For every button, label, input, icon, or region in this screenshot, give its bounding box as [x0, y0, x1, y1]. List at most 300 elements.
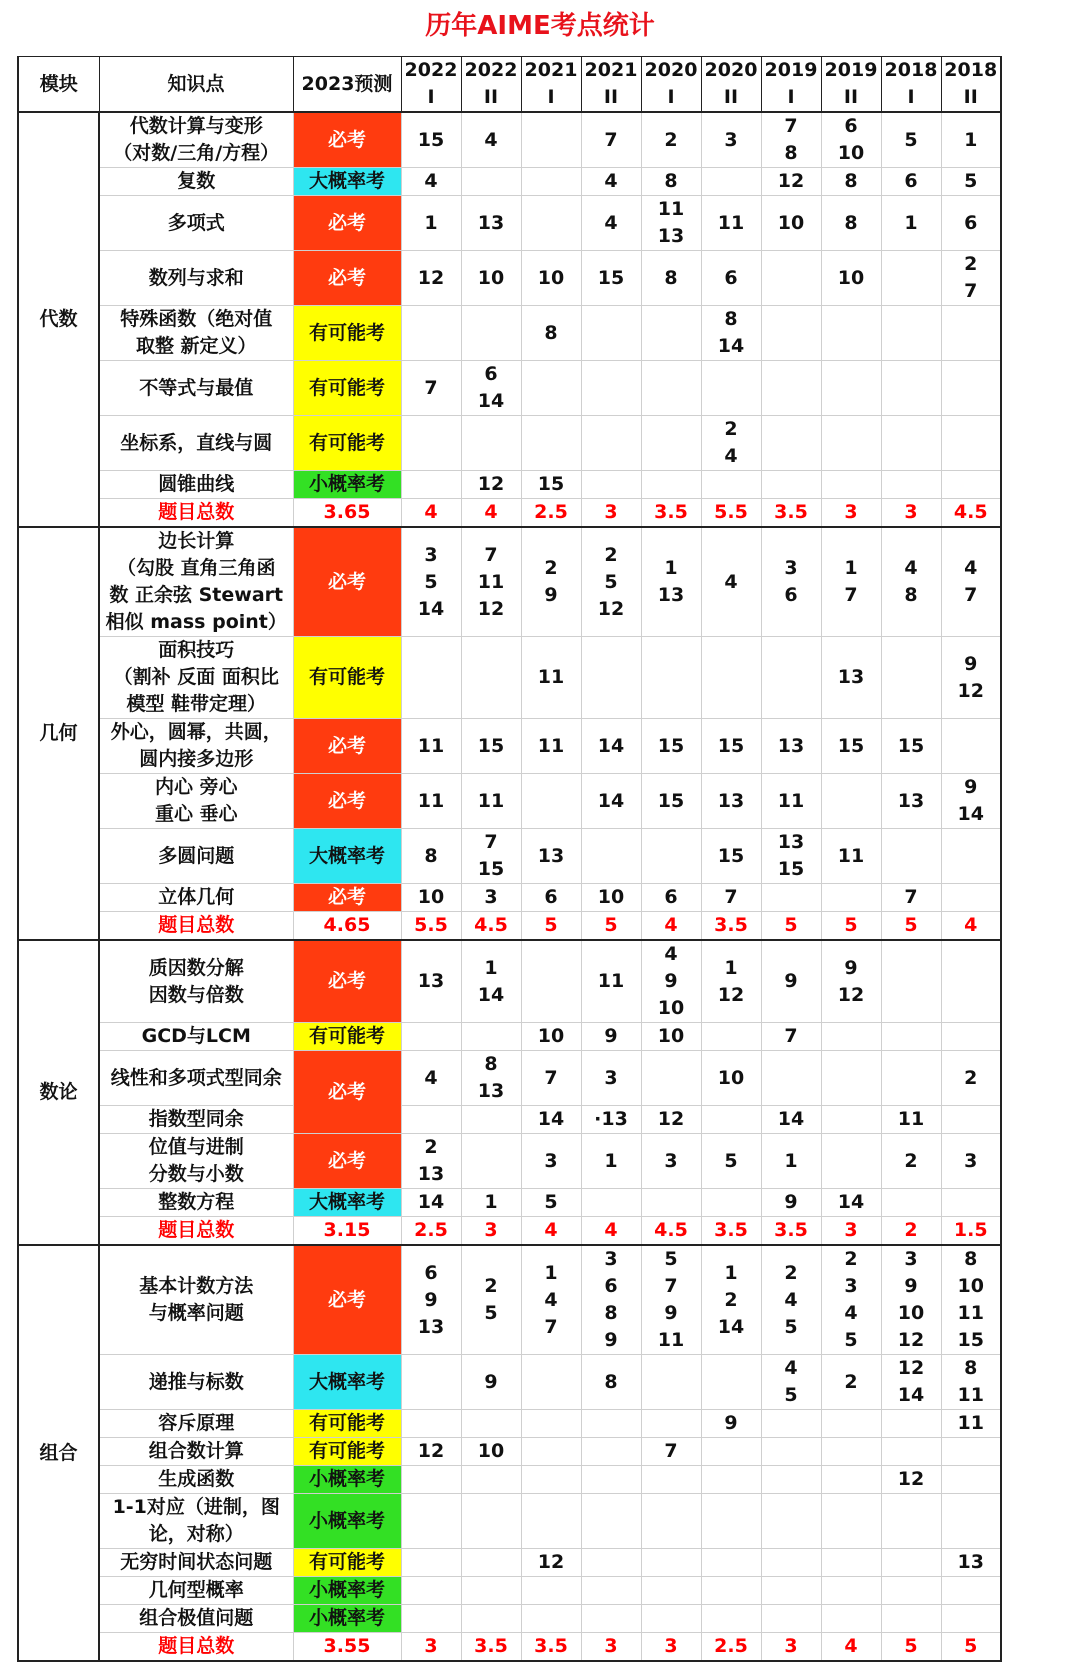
- topic-label: 位值与进制 分数与小数: [148, 1136, 244, 1185]
- problem-numbers: 10: [417, 886, 445, 908]
- table-row: [18, 829, 1001, 884]
- problem-numbers-cell: [881, 361, 941, 416]
- header-round-label: II: [603, 86, 619, 108]
- problem-numbers-cell: [701, 1577, 761, 1605]
- problem-numbers-cell: [701, 196, 761, 251]
- problem-numbers-cell: [941, 1466, 1001, 1494]
- problem-numbers-cell: [641, 1466, 701, 1494]
- problem-numbers: 4 9 10: [657, 943, 685, 1019]
- problem-numbers: 4: [604, 211, 618, 234]
- problem-numbers-cell: [761, 774, 821, 829]
- problem-numbers-cell: [761, 1605, 821, 1633]
- problem-numbers: 6 14: [477, 363, 505, 412]
- problem-numbers-cell: [461, 1245, 521, 1355]
- table-row: [18, 112, 1001, 168]
- problem-numbers-cell: [701, 527, 761, 637]
- module-cell: 代数: [18, 112, 99, 527]
- problem-numbers-cell: [821, 1577, 881, 1605]
- problem-numbers-cell: [521, 361, 581, 416]
- problem-numbers: 3: [664, 1149, 678, 1172]
- total-value: 3: [761, 1633, 821, 1662]
- header-year-label: 2020: [704, 59, 758, 81]
- problem-numbers-cell: [701, 1410, 761, 1438]
- prediction-badge: 必考: [293, 774, 401, 829]
- problem-numbers-cell: [821, 196, 881, 251]
- problem-numbers-cell: [881, 416, 941, 471]
- problem-numbers: 5: [724, 1149, 738, 1172]
- problem-numbers-cell: [641, 1106, 701, 1134]
- problem-numbers-cell: [761, 1355, 821, 1410]
- problem-numbers-cell: [761, 251, 821, 306]
- problem-numbers-cell: [761, 1023, 821, 1051]
- problem-numbers: 9: [784, 970, 798, 992]
- problem-numbers-cell: [521, 1134, 581, 1189]
- problem-numbers-cell: [941, 774, 1001, 829]
- problem-numbers: 12: [417, 266, 445, 289]
- problem-numbers: 15: [477, 734, 505, 757]
- problem-numbers-cell: [761, 112, 821, 168]
- table-row: [18, 1245, 1001, 1355]
- problem-numbers-cell: [881, 112, 941, 168]
- problem-numbers: 15: [717, 734, 745, 757]
- problem-numbers-cell: [401, 527, 461, 637]
- problem-numbers: 3: [964, 1149, 978, 1172]
- header-year-label: 2019: [764, 59, 818, 81]
- problem-numbers-cell: [521, 1245, 581, 1355]
- problem-numbers-cell: [521, 1106, 581, 1134]
- total-prediction: 3.65: [293, 499, 401, 528]
- problem-numbers-cell: [461, 719, 521, 774]
- problem-numbers: 3: [604, 1066, 618, 1089]
- prediction-badge: 有可能考: [293, 361, 401, 416]
- problem-numbers: 12: [897, 1468, 925, 1490]
- problem-numbers: 9: [724, 1412, 738, 1434]
- problem-numbers-cell: [521, 1410, 581, 1438]
- problem-numbers-cell: [821, 884, 881, 912]
- problem-numbers: 12: [657, 1108, 685, 1130]
- problem-numbers-cell: [881, 1189, 941, 1217]
- topic-label: 特殊函数（绝对值 取整 新定义）: [120, 308, 273, 357]
- table-row: [18, 1410, 1001, 1438]
- problem-numbers-cell: [521, 251, 581, 306]
- prediction-badge: 必考: [293, 527, 401, 637]
- topic-label: 复数: [177, 170, 216, 192]
- total-value: 4: [821, 1633, 881, 1662]
- problem-numbers: 10: [597, 886, 625, 908]
- topic-cell: [99, 1051, 293, 1106]
- problem-numbers-cell: [761, 306, 821, 361]
- module-cell: 数论: [18, 940, 99, 1245]
- problem-numbers-cell: [701, 719, 761, 774]
- topic-label: 外心，圆幂，共圆， 圆内接多边形: [110, 721, 282, 770]
- problem-numbers: 4: [724, 570, 738, 593]
- problem-numbers: 13: [537, 844, 565, 867]
- problem-numbers-cell: [401, 196, 461, 251]
- problem-numbers: 9: [604, 1025, 618, 1047]
- problem-numbers-cell: [761, 637, 821, 719]
- header-year-label: 2020: [644, 59, 698, 81]
- problem-numbers: 3: [724, 128, 738, 151]
- prediction-badge: 大概率考: [293, 1355, 401, 1410]
- problem-numbers-cell: [401, 1245, 461, 1355]
- total-row: [18, 1217, 1001, 1246]
- table-row: [18, 416, 1001, 471]
- problem-numbers-cell: [581, 471, 641, 499]
- total-value: 3: [641, 1633, 701, 1662]
- problem-numbers-cell: [401, 1023, 461, 1051]
- header-year: [881, 57, 941, 113]
- table-row: [18, 1189, 1001, 1217]
- problem-numbers: 11: [717, 211, 745, 234]
- problem-numbers: ·13: [594, 1108, 628, 1130]
- problem-numbers-cell: [401, 1577, 461, 1605]
- topic-label: 边长计算 （勾股 直角三角函 数 正余弦 Stewart 相似 mass point）: [105, 530, 287, 633]
- header-round-label: I: [427, 86, 435, 108]
- problem-numbers: 3: [544, 1149, 558, 1172]
- problem-numbers: 15: [417, 128, 445, 151]
- topic-cell: [99, 1577, 293, 1605]
- topic-label: 不等式与最值: [139, 376, 254, 399]
- problem-numbers-cell: [941, 829, 1001, 884]
- problem-numbers-cell: [521, 1549, 581, 1577]
- problem-numbers: 12: [777, 170, 805, 192]
- problem-numbers-cell: [881, 1577, 941, 1605]
- problem-numbers-cell: [401, 1410, 461, 1438]
- problem-numbers-cell: [401, 251, 461, 306]
- problem-numbers-cell: [821, 416, 881, 471]
- topic-label: 生成函数: [158, 1468, 235, 1490]
- problem-numbers: 2: [844, 1370, 858, 1393]
- problem-numbers-cell: [521, 829, 581, 884]
- problem-numbers-cell: [641, 471, 701, 499]
- problem-numbers-cell: [461, 168, 521, 196]
- problem-numbers-cell: [641, 1438, 701, 1466]
- problem-numbers-cell: [701, 361, 761, 416]
- table-row: [18, 719, 1001, 774]
- topic-cell: [99, 1245, 293, 1355]
- problem-numbers-cell: [821, 251, 881, 306]
- problem-numbers-cell: [941, 884, 1001, 912]
- problem-numbers-cell: [641, 774, 701, 829]
- problem-numbers-cell: [701, 251, 761, 306]
- total-value: 3.5: [761, 1217, 821, 1246]
- problem-numbers: 3 9 10 12: [897, 1248, 925, 1351]
- problem-numbers-cell: [941, 196, 1001, 251]
- problem-numbers-cell: [881, 1438, 941, 1466]
- total-value: 5: [761, 912, 821, 941]
- problem-numbers-cell: [701, 1134, 761, 1189]
- header-year: [461, 57, 521, 113]
- problem-numbers-cell: [881, 719, 941, 774]
- topic-cell: [99, 471, 293, 499]
- problem-numbers: 12: [477, 473, 505, 495]
- topic-cell: [99, 1410, 293, 1438]
- problem-numbers: 3 5 14: [417, 543, 445, 620]
- problem-numbers-cell: [461, 112, 521, 168]
- problem-numbers-cell: [401, 774, 461, 829]
- problem-numbers-cell: [641, 884, 701, 912]
- problem-numbers-cell: [461, 1494, 521, 1549]
- problem-numbers: 2: [664, 128, 678, 151]
- total-label: 题目总数: [99, 1633, 293, 1662]
- problem-numbers-cell: [581, 1051, 641, 1106]
- topic-cell: [99, 1355, 293, 1410]
- total-value: 4: [521, 1217, 581, 1246]
- problem-numbers-cell: [401, 1438, 461, 1466]
- problem-numbers: 8: [604, 1370, 618, 1393]
- problem-numbers-cell: [881, 1466, 941, 1494]
- problem-numbers-cell: [401, 112, 461, 168]
- topic-cell: [99, 416, 293, 471]
- problem-numbers-cell: [461, 1549, 521, 1577]
- topic-cell: [99, 251, 293, 306]
- header-module: 模块: [18, 57, 99, 113]
- problem-numbers: 11: [537, 666, 565, 688]
- total-value: 5: [521, 912, 581, 941]
- header-prediction: 2023预测: [293, 57, 401, 113]
- problem-numbers: 13: [417, 970, 445, 992]
- topic-cell: [99, 196, 293, 251]
- topic-cell: [99, 1189, 293, 1217]
- problem-numbers-cell: [521, 416, 581, 471]
- problem-numbers-cell: [581, 1577, 641, 1605]
- problem-numbers: 7 11 12: [477, 543, 505, 620]
- prediction-badge: 必考: [293, 940, 401, 1023]
- header-year: [641, 57, 701, 113]
- problem-numbers-cell: [641, 1605, 701, 1633]
- problem-numbers-cell: [941, 1023, 1001, 1051]
- problem-numbers-cell: [461, 1051, 521, 1106]
- table-row: [18, 251, 1001, 306]
- table-row: [18, 527, 1001, 637]
- problem-numbers-cell: [941, 471, 1001, 499]
- problem-numbers-cell: [821, 1494, 881, 1549]
- prediction-badge: 小概率考: [293, 1577, 401, 1605]
- problem-numbers-cell: [941, 1605, 1001, 1633]
- problem-numbers-cell: [701, 829, 761, 884]
- problem-numbers: 6: [904, 170, 918, 192]
- topic-label: 几何型概率: [148, 1579, 244, 1601]
- problem-numbers-cell: [461, 1466, 521, 1494]
- problem-numbers-cell: [581, 1134, 641, 1189]
- header-round-label: II: [963, 86, 978, 108]
- problem-numbers: 5: [964, 170, 978, 192]
- problem-numbers-cell: [521, 940, 581, 1023]
- total-row: [18, 1633, 1001, 1662]
- problem-numbers: 6: [724, 266, 738, 289]
- problem-numbers-cell: [641, 1355, 701, 1410]
- prediction-badge: 有可能考: [293, 1438, 401, 1466]
- problem-numbers-cell: [461, 1355, 521, 1410]
- problem-numbers-cell: [881, 637, 941, 719]
- problem-numbers-cell: [761, 196, 821, 251]
- problem-numbers-cell: [401, 1189, 461, 1217]
- table-row: [18, 1605, 1001, 1633]
- total-value: 3: [821, 1217, 881, 1246]
- problem-numbers-cell: [521, 1466, 581, 1494]
- problem-numbers-cell: [941, 1438, 1001, 1466]
- problem-numbers-cell: [641, 361, 701, 416]
- header-row: [18, 57, 1001, 113]
- total-value: 4: [581, 1217, 641, 1246]
- problem-numbers-cell: [761, 1577, 821, 1605]
- total-label: 题目总数: [99, 912, 293, 941]
- problem-numbers-cell: [641, 168, 701, 196]
- problem-numbers-cell: [881, 1549, 941, 1577]
- table-row: [18, 774, 1001, 829]
- problem-numbers: 8: [844, 211, 858, 234]
- prediction-badge: 有可能考: [293, 1410, 401, 1438]
- problem-numbers: 1: [784, 1149, 798, 1172]
- problem-numbers: 15: [597, 266, 625, 289]
- problem-numbers-cell: [581, 829, 641, 884]
- total-value: 4.5: [641, 1217, 701, 1246]
- problem-numbers: 12 14: [897, 1357, 925, 1406]
- header-round-label: I: [907, 86, 915, 108]
- problem-numbers-cell: [881, 1245, 941, 1355]
- topic-label: 整数方程: [158, 1191, 235, 1213]
- problem-numbers-cell: [881, 471, 941, 499]
- problem-numbers-cell: [401, 1605, 461, 1633]
- total-value: 5: [581, 912, 641, 941]
- problem-numbers-cell: [461, 884, 521, 912]
- problem-numbers: 10: [717, 1066, 745, 1089]
- total-value: 3: [821, 499, 881, 528]
- table-row: [18, 940, 1001, 1023]
- total-value: 3.5: [701, 1217, 761, 1246]
- problem-numbers: 2 13: [417, 1136, 445, 1185]
- total-value: 4: [941, 912, 1001, 941]
- problem-numbers-cell: [401, 168, 461, 196]
- problem-numbers: 1: [904, 211, 918, 234]
- problem-numbers-cell: [641, 1023, 701, 1051]
- problem-numbers-cell: [581, 1245, 641, 1355]
- problem-numbers: 10: [477, 266, 505, 289]
- problem-numbers-cell: [821, 1106, 881, 1134]
- problem-numbers-cell: [581, 361, 641, 416]
- problem-numbers-cell: [641, 637, 701, 719]
- problem-numbers: 1 7: [844, 557, 858, 606]
- problem-numbers-cell: [701, 940, 761, 1023]
- problem-numbers-cell: [521, 1189, 581, 1217]
- total-value: 3.5: [461, 1633, 521, 1662]
- topic-label: 圆锥曲线: [158, 473, 235, 495]
- problem-numbers-cell: [521, 1051, 581, 1106]
- problem-numbers-cell: [401, 1355, 461, 1410]
- problem-numbers: 11: [837, 844, 865, 867]
- header-year-label: 2018: [884, 59, 938, 81]
- problem-numbers-cell: [401, 416, 461, 471]
- problem-numbers: 7: [724, 886, 738, 908]
- problem-numbers-cell: [881, 1410, 941, 1438]
- problem-numbers-cell: [941, 719, 1001, 774]
- problem-numbers: 5: [904, 128, 918, 151]
- prediction-badge: 必考: [293, 112, 401, 168]
- problem-numbers: 11: [897, 1108, 925, 1130]
- problem-numbers: 11: [417, 734, 445, 757]
- problem-numbers-cell: [941, 637, 1001, 719]
- problem-numbers-cell: [401, 719, 461, 774]
- problem-numbers-cell: [641, 416, 701, 471]
- problem-numbers-cell: [521, 1355, 581, 1410]
- table-row: [18, 168, 1001, 196]
- problem-numbers-cell: [641, 251, 701, 306]
- problem-numbers: 7: [544, 1066, 558, 1089]
- problem-numbers-cell: [401, 1134, 461, 1189]
- problem-numbers: 11: [477, 789, 505, 812]
- problem-numbers-cell: [881, 1051, 941, 1106]
- problem-numbers-cell: [761, 1410, 821, 1438]
- problem-numbers: 4 7: [964, 557, 978, 606]
- problem-numbers-cell: [521, 1494, 581, 1549]
- total-value: 3.5: [521, 1633, 581, 1662]
- topic-label: 线性和多项式型同余: [110, 1066, 282, 1089]
- header-year-label: 2021: [524, 59, 578, 81]
- problem-numbers: 13: [777, 734, 805, 757]
- problem-numbers: 13: [897, 789, 925, 812]
- problem-numbers-cell: [761, 1106, 821, 1134]
- table-row: [18, 196, 1001, 251]
- topic-label: 面积技巧 （割补 反面 面积比 模型 鞋带定理）: [113, 639, 279, 715]
- topic-label: 质因数分解 因数与倍数: [148, 956, 244, 1006]
- problem-numbers: 8: [424, 844, 438, 867]
- problem-numbers-cell: [941, 1134, 1001, 1189]
- topic-cell: [99, 940, 293, 1023]
- prediction-badge: 有可能考: [293, 416, 401, 471]
- problem-numbers-cell: [821, 1051, 881, 1106]
- problem-numbers-cell: [761, 527, 821, 637]
- problem-numbers: 8 10 11 15: [957, 1248, 984, 1351]
- problem-numbers: 6: [544, 886, 558, 908]
- header-year: [521, 57, 581, 113]
- problem-numbers: 8: [544, 321, 558, 344]
- problem-numbers: 5 7 9 11: [657, 1248, 685, 1351]
- problem-numbers-cell: [881, 1106, 941, 1134]
- problem-numbers-cell: [641, 527, 701, 637]
- prediction-badge: 有可能考: [293, 1549, 401, 1577]
- problem-numbers-cell: [401, 471, 461, 499]
- table-row: [18, 471, 1001, 499]
- problem-numbers-cell: [881, 1134, 941, 1189]
- problem-numbers-cell: [581, 884, 641, 912]
- problem-numbers-cell: [641, 1577, 701, 1605]
- problem-numbers: 14: [837, 1191, 865, 1213]
- problem-numbers-cell: [821, 1410, 881, 1438]
- problem-numbers: 2: [904, 1149, 918, 1172]
- problem-numbers-cell: [521, 884, 581, 912]
- topic-label: 无穷时间状态问题: [120, 1551, 273, 1573]
- topic-label: 指数型同余: [148, 1108, 244, 1130]
- problem-numbers: 9 12: [837, 956, 865, 1006]
- topic-cell: [99, 1466, 293, 1494]
- problem-numbers-cell: [641, 112, 701, 168]
- total-prediction: 3.55: [293, 1633, 401, 1662]
- problem-numbers-cell: [581, 1023, 641, 1051]
- topic-label: 多圆问题: [158, 844, 235, 867]
- problem-numbers: 1 13: [657, 557, 685, 606]
- problem-numbers: 5: [544, 1191, 558, 1213]
- problem-numbers-cell: [941, 251, 1001, 306]
- problem-numbers-cell: [821, 829, 881, 884]
- problem-numbers-cell: [461, 1577, 521, 1605]
- topic-label: 容斥原理: [158, 1412, 235, 1434]
- problem-numbers-cell: [821, 306, 881, 361]
- prediction-badge: 必考: [293, 884, 401, 912]
- problem-numbers: 14: [417, 1191, 445, 1213]
- problem-numbers-cell: [581, 1189, 641, 1217]
- problem-numbers: 2 5: [484, 1275, 498, 1324]
- table-row: [18, 637, 1001, 719]
